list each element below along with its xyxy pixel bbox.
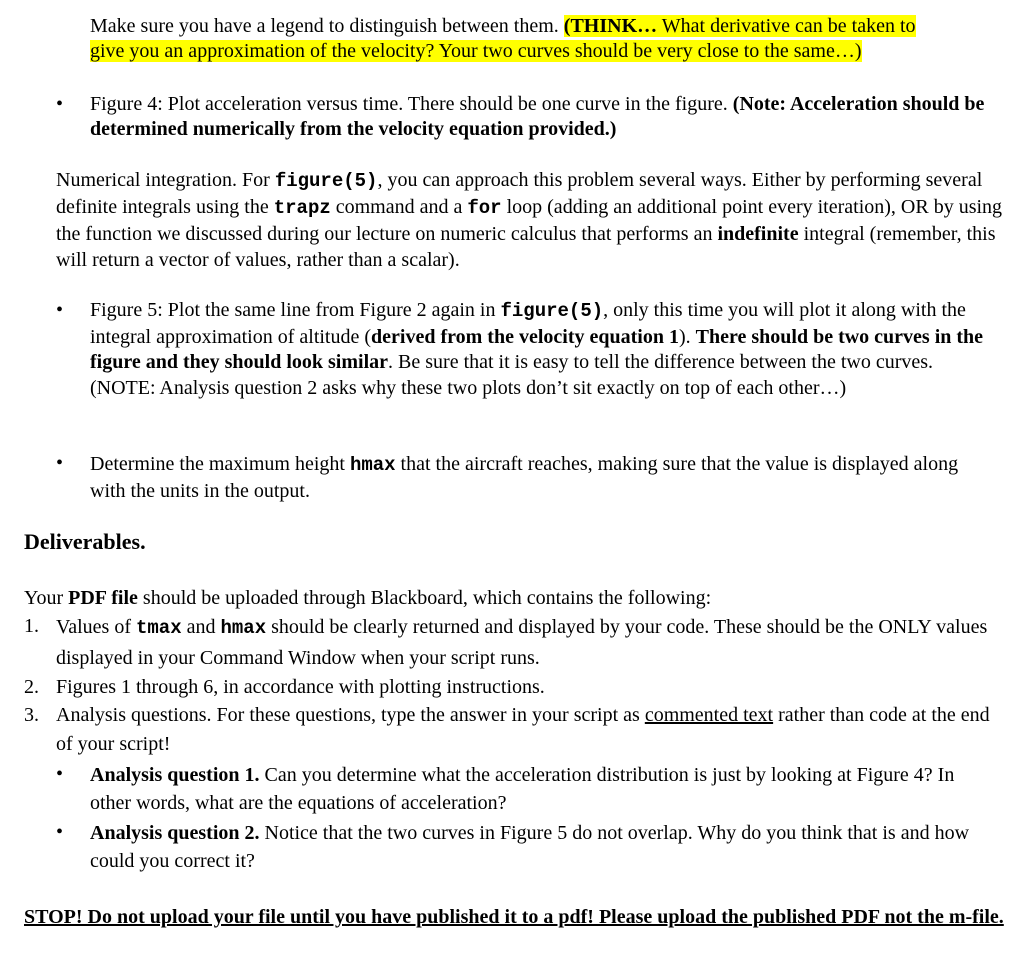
code-tmax: tmax bbox=[135, 617, 182, 639]
deliverables-heading: Deliverables. bbox=[24, 529, 146, 554]
bullet-icon: • bbox=[56, 763, 64, 785]
deliverables-intro bbox=[24, 586, 711, 611]
figure5-bold2: There should be two curves in the figure and they should look similar bbox=[90, 325, 984, 373]
figure5-text bbox=[90, 298, 996, 401]
pdf-file-label: PDF file bbox=[68, 587, 138, 609]
code-trapz: trapz bbox=[273, 197, 331, 219]
numint-t1: , you can approach this problem several ways. Either by performing several definite integrals using the bbox=[56, 169, 983, 218]
figure5-t1: Figure 5: Plot the same line from Figure 2 again in bbox=[90, 299, 501, 321]
item3-t2: rather than code at the end of your script! bbox=[56, 704, 990, 755]
bullet-icon: • bbox=[56, 93, 64, 115]
numint-t3: loop (adding an additional point every iteration), OR by using the function we discussed during our lecture on numeric calculus that performs an bbox=[56, 196, 1003, 245]
deliv-intro-1: Your bbox=[24, 587, 69, 609]
figure5-t3: ). bbox=[678, 325, 696, 348]
figure4-note: (Note: Acceleration should be determined numerically from the velocity equation provided.) bbox=[90, 93, 985, 140]
numint-lead: Numerical integration. For bbox=[56, 169, 275, 191]
code-for: for bbox=[467, 197, 502, 219]
analysis-q1-text bbox=[90, 761, 996, 817]
hmax-t1: Determine the maximum height bbox=[90, 453, 350, 475]
think-highlight bbox=[564, 15, 916, 37]
analysis-q2-text bbox=[90, 819, 996, 875]
figure5-bold1: derived from the velocity equation 1 bbox=[371, 325, 679, 348]
item-number: 3. bbox=[24, 704, 39, 726]
item3-t1: Analysis questions. For these questions, type the answer in your script as bbox=[56, 704, 645, 726]
think-highlight-2: give you an approximation of the velocity? Your two curves should be very close to the same…) bbox=[90, 40, 862, 62]
stop-notice bbox=[24, 904, 1008, 931]
commented-text-link: commented text bbox=[644, 704, 774, 726]
analysis-q2-body: Notice that the two curves in Figure 5 do not overlap. Why do you think that is and how could you correct it? bbox=[90, 822, 970, 872]
code-figure5: figure(5) bbox=[274, 170, 378, 192]
analysis-q1-body: Can you determine what the acceleration distribution is just by looking at Figure 4? In other words, what are the equations of acceleration? bbox=[90, 764, 955, 814]
intro-line-2 bbox=[90, 39, 1000, 64]
code-hmax: hmax bbox=[220, 617, 267, 639]
item1-t1: Values of bbox=[56, 616, 136, 638]
figure4-plain: Figure 4: Plot acceleration versus time. There should be one curve in the figure. bbox=[90, 93, 733, 115]
intro-block bbox=[90, 14, 1000, 64]
hmax-t2: that the aircraft reaches, making sure that the value is displayed along with the units in the output. bbox=[90, 453, 959, 502]
analysis-q2-label: Analysis question 2. bbox=[90, 822, 260, 844]
numint-t4: integral (remember, this will return a vector of values, rather than a scalar). bbox=[56, 223, 996, 271]
item-1-text bbox=[56, 612, 996, 673]
bullet-icon: • bbox=[56, 299, 64, 321]
numerical-integration-paragraph bbox=[56, 167, 1004, 273]
figure5-t4: . Be sure that it is easy to tell the difference between the two curves. (NOTE: Analysis question 2 asks why these two plots don’t sit exactly on top of each other…) bbox=[90, 351, 934, 399]
code-figure5: figure(5) bbox=[500, 300, 604, 322]
bullet-icon: • bbox=[56, 821, 64, 843]
item-2-text: Figures 1 through 6, in accordance with plotting instructions. bbox=[56, 676, 545, 698]
item-3-text bbox=[56, 701, 996, 759]
item1-t2: and bbox=[181, 616, 221, 638]
hmax-text bbox=[90, 451, 996, 504]
think-rest: What derivative can be taken to bbox=[657, 15, 916, 37]
item-number: 2. bbox=[24, 676, 39, 698]
intro-plain-text: Make sure you have a legend to distinguish between them. bbox=[90, 15, 564, 37]
analysis-q1-label: Analysis question 1. bbox=[90, 764, 260, 786]
item1-t3: should be clearly returned and displayed by your code. These should be the ONLY values displayed in your Command Window when your script runs. bbox=[56, 616, 988, 669]
figure4-text bbox=[90, 92, 996, 142]
stop-text: STOP! Do not upload your file until you have published it to a pdf! Please upload the published PDF not the m-file. bbox=[24, 906, 1004, 928]
code-hmax: hmax bbox=[349, 454, 396, 476]
numint-t2: command and a bbox=[330, 196, 468, 218]
indefinite-word: indefinite bbox=[717, 223, 799, 245]
deliv-intro-2: should be uploaded through Blackboard, which contains the following: bbox=[137, 587, 712, 609]
intro-line-1 bbox=[90, 14, 1000, 39]
think-label: (THINK… bbox=[563, 15, 658, 37]
bullet-icon: • bbox=[56, 452, 64, 474]
item-number: 1. bbox=[24, 615, 39, 637]
figure5-t2: , only this time you will plot it along with the integral approximation of altitude ( bbox=[90, 299, 966, 348]
